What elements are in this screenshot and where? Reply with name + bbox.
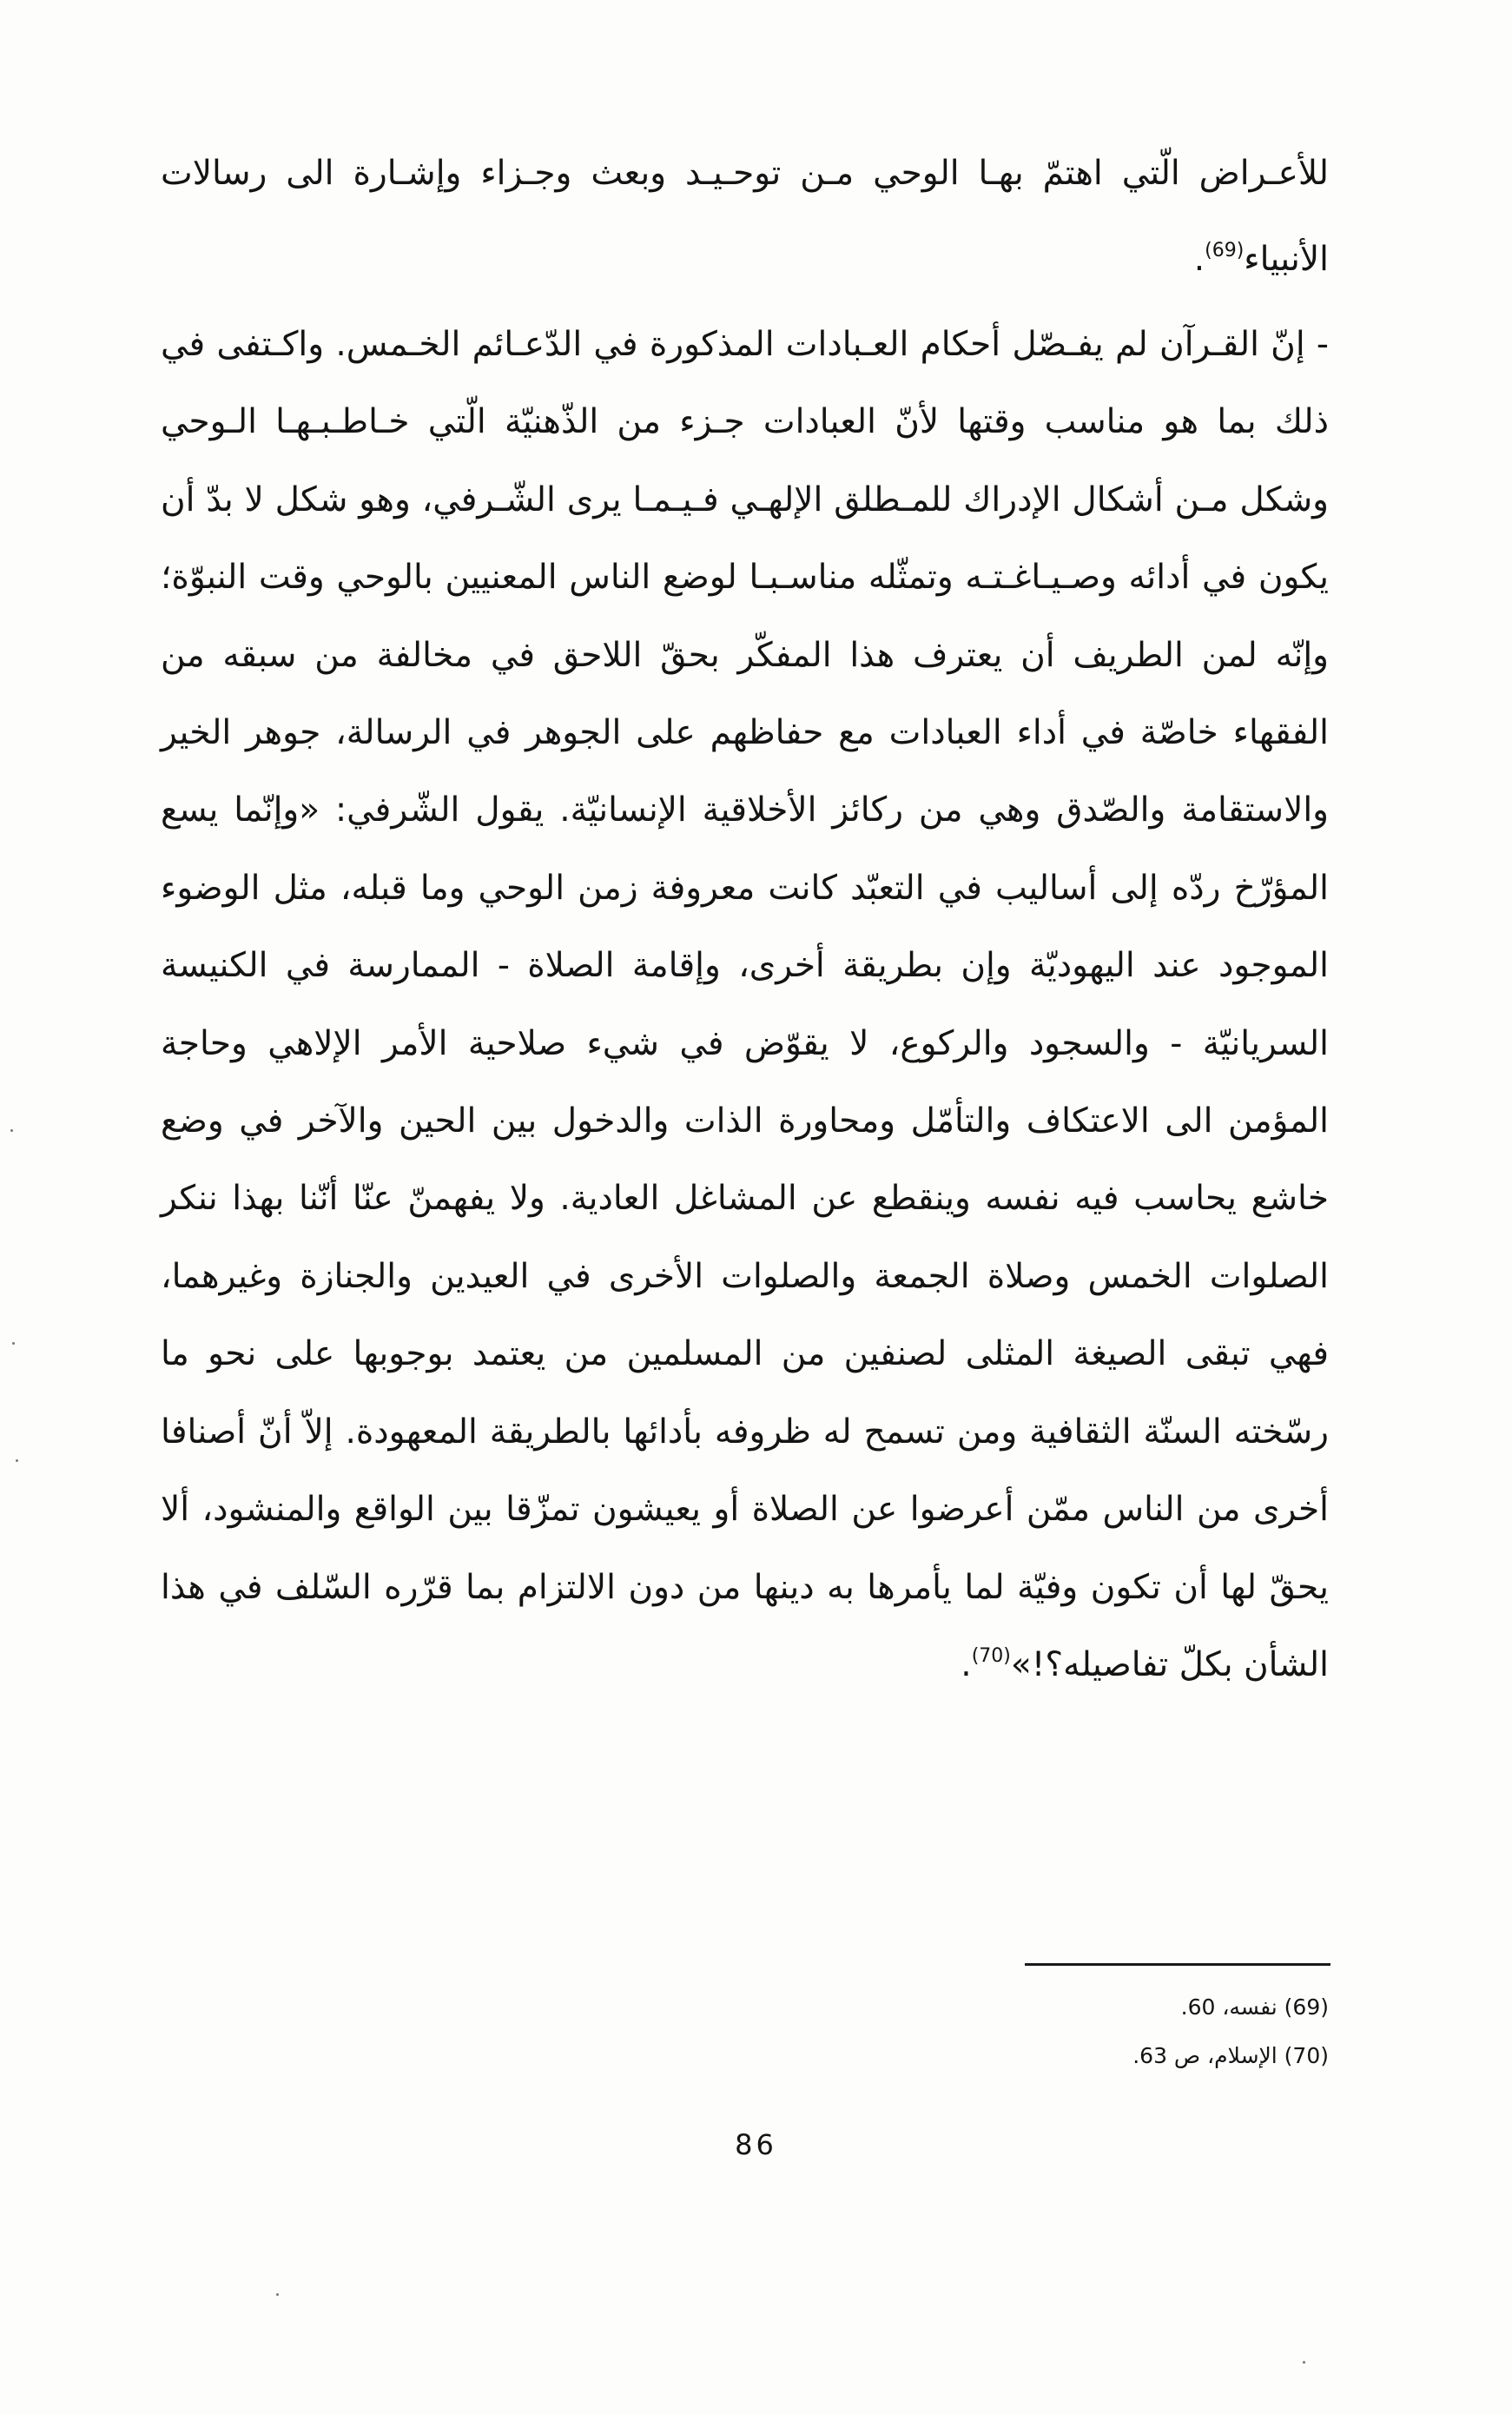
footnote-ref-70[interactable]: (70) <box>971 1644 1011 1667</box>
paragraph-1: للأعـراض الّتي اهتمّ بهـا الوحي مـن توحـيـد وبعث وجـزاء وإشـارة الى رسالات الأنبياء$^{(69)}$. <box>161 154 1329 279</box>
paragraph-2-text: - إنّ القـرآن لم يفـصّل أحكام العـبادات المذكورة في الدّعـائم الخـمس. واكـتفى في ذلك بما هو مناسب وقتها لأنّ العبادات جـزء من الذّهنيّة الّتي خـاطـبـهـا الـوحي وشكل مـن أشكال الإدراك للمـطلق الإلهـي فـيـمـا يرى الشّـرفي، وهو شكل لا بدّ أن يكون في أدائه وصـيـاغـتـه وتمثّله مناسـبـا لوضع الناس المعنيين بالوحي وقت النبوّة؛ وإنّه لمن الطريف أن يعترف هذا المفكّر بحقّ اللاحق في مخالفة من سبقه من الفقهاء خاصّة في أداء العبادات مع حفاظهم على الجوهر في الرسالة، جوهر الخير والاستقامة والصّدق وهي من ركائز الأخلاقية الإنسانيّة. يقول الشّرفي: «وإنّما يسع المؤرّخ ردّه إلى أساليب في التعبّد كانت معروفة زمن الوحي وما قبله، مثل الوضوء الموجود عند اليهوديّة وإن بطريقة أخرى، وإقامة الصلاة - الممارسة في الكنيسة السريانيّة - والسجود والركوع، لا يقوّض في شيء صلاحية الأمر الإلاهي وحاجة المؤمن الى الاعتكاف والتأمّل ومحاورة الذات والدخول بين الحين والآخر في وضع خاشع يحاسب فيه نفسه وينقطع عن المشاغل العادية. ولا يفهمنّ عنّا أنّنا بهذا ننكر الصلوات الخمس وصلاة الجمعة والصلوات الأخرى في العيدين والجنازة وغيرهما، فهي تبقى الصيغة المثلى لصنفين من المسلمين من يعتمد بوجوبها على نحو ما رسّخته السنّة الثقافية ومن تسمح له ظروفه بأدائها بالطريقة المعهودة. إلاّ أنّ أصنافا أخرى من الناس ممّن أعرضوا عن الصلاة أو يعيشون تمزّقا بين الواقع والمنشود، ألا يحقّ لها أن تكون وفيّة لما يأمرها به دينها من دون الالتزام بما قرّره السّلف في هذا الشأن بكلّ تفاصيله؟!» <box>161 325 1329 1684</box>
footnote-70: (70) الإسلام، ص 63. <box>1132 2043 1329 2068</box>
paragraph-2: - إنّ القـرآن لم يفـصّل أحكام العـبادات المذكورة في الدّعـائم الخـمس. واكـتفى في ذلك بما هو مناسب وقتها لأنّ العبادات جـزء من الذّهنيّة الّتي خـاطـبـهـا الـوحي وشكل مـن أشكال الإدراك للمـطلق الإلهـي فـيـمـا يرى الشّـرفي، وهو شكل لا بدّ أن يكون في أدائه وصـيـاغـتـه وتمثّله مناسـبـا لوضع الناس المعنيين بالوحي وقت النبوّة؛ وإنّه لمن الطريف أن يعترف هذا المفكّر بحقّ اللاحق في مخالفة من سبقه من الفقهاء خاصّة في أداء العبادات مع حفاظهم على الجوهر في الرسالة، جوهر الخير والاستقامة والصّدق وهي من ركائز الأخلاقية الإنسانيّة. يقول الشّرفي: «وإنّما يسع المؤرّخ ردّه إلى أساليب في التعبّد كانت معروفة زمن الوحي وما قبله، مثل الوضوء الموجود عند اليهوديّة وإن بطريقة أخرى، وإقامة الصلاة - الممارسة في الكنيسة السريانيّة - والسجود والركوع، لا يقوّض في شيء صلاحية الأمر الإلاهي وحاجة المؤمن الى الاعتكاف والتأمّل ومحاورة الذات والدخول بين الحين والآخر في وضع خاشع يحاسب فيه نفسه وينقطع عن المشاغل العادية. ولا يفهمنّ عنّا أنّنا بهذا ننكر الصلوات الخمس وصلاة الجمعة والصلوات الأخرى في العيدين والجنازة وغيرهما، فهي تبقى الصيغة المثلى لصنفين من المسلمين من يعتمد بوجوبها على نحو ما رسّخته السنّة الثقافية ومن تسمح له ظروفه بأدائها بالطريقة المعهودة. إلاّ أنّ أصنافا أخرى من الناس ممّن أعرضوا عن الصلاة أو يعيشون تمزّقا بين الواقع والمنشود، ألا يحقّ لها أن تكون وفيّة لما يأمرها به دينها من دون الالتزام بما قرّره السّلف في هذا الشأن بكلّ تفاصيله؟!»$^{(70)}$. <box>161 325 1329 1684</box>
scan-speck <box>10 1129 13 1132</box>
page-number: 86 <box>735 2128 777 2161</box>
paragraph-1-text: للأعـراض الّتي اهتمّ بهـا الوحي مـن توحـيـد وبعث وجـزاء وإشـارة الى رسالات الأنبياء <box>161 154 1329 279</box>
scan-speck <box>276 2293 279 2296</box>
footnotes <box>695 1983 1329 2080</box>
footnote-divider <box>1025 1963 1330 1966</box>
footnote-ref-69[interactable]: (69) <box>1205 240 1245 261</box>
scan-speck <box>16 1459 18 1462</box>
scan-speck <box>12 1342 15 1345</box>
footnote-69: (69) نفسه، 60. <box>1180 1994 1329 2020</box>
scan-speck <box>1303 2361 1305 2364</box>
